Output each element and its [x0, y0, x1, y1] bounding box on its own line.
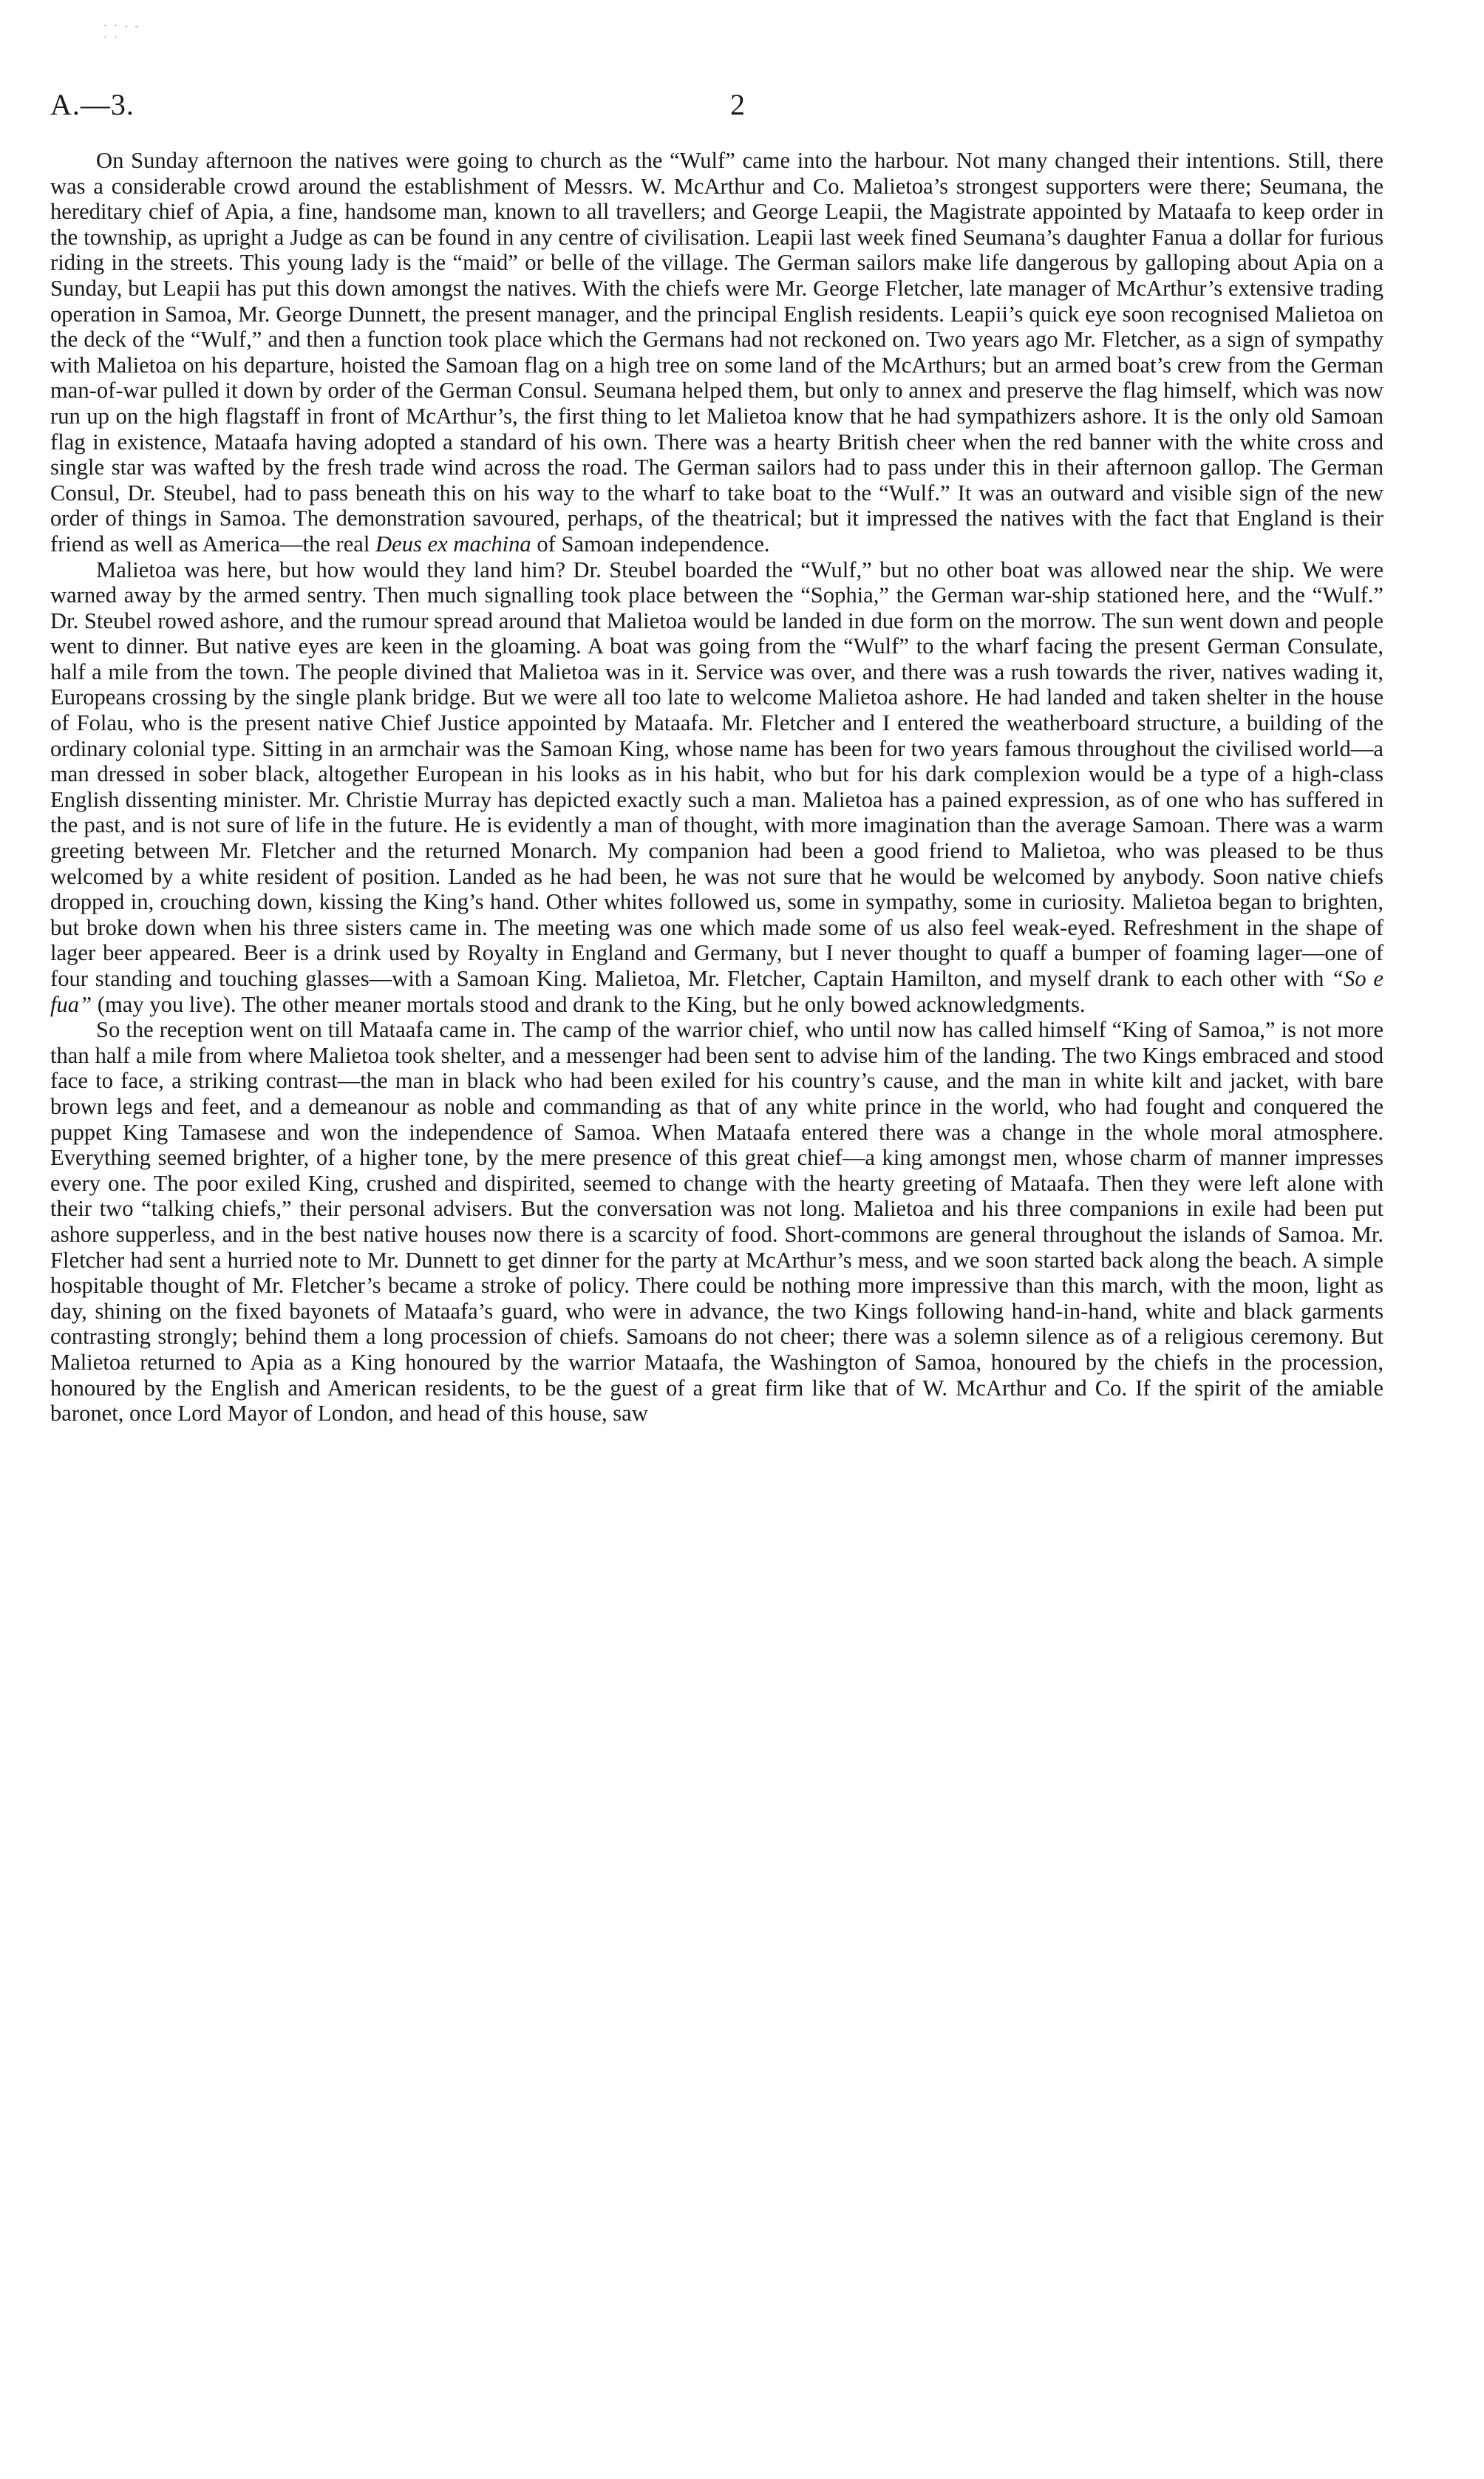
paragraph-2 [50, 557, 1383, 1018]
article-body [50, 148, 1383, 1426]
paragraph-1 [50, 148, 1383, 557]
paragraph-2-text-end: (may you live). The other meaner mortals stood and drank to the King, but he only bowed acknowledgments. [92, 991, 1086, 1017]
paragraph-2-italic-phrase: “So e fua” [50, 966, 1383, 1017]
paragraph-1-italic-phrase: Deus ex machina [375, 531, 531, 557]
paragraph-1-text: On Sunday afternoon the natives were going to church as the “Wulf” came into the harbour. Not many changed their intentions. Still, there was a considerable crowd around the establishment of Messrs. W. McArthur and Co. Malietoa’s strongest supporters were there; Seumana, the hereditary chief of Apia, a fine, handsome man, known to all travellers; and George Leapii, the Magistrate appointed by Mataafa to keep order in the township, as upright a Judge as can be found in any centre of civilisation. Leapii last week fined Seumana’s daughter Fanua a dollar for furious riding in the streets. This young lady is the “maid” or belle of the village. The German sailors make life dangerous by galloping about Apia on a Sunday, but Leapii has put this down amongst the natives. With the chiefs were Mr. George Fletcher, late manager of McArthur’s extensive trading operation in Samoa, Mr. George Dunnett, the present manager, and the principal English residents. Leapii’s quick eye soon recognised Malietoa on the deck of the “Wulf,” and then a function took place which the Germans had not reckoned on. Two years ago Mr. Fletcher, as a sign of sympathy with Malietoa on his departure, hoisted the Samoan flag on a high tree on some land of the McArthurs; but an armed boat’s crew from the German man-of-war pulled it down by order of the German Consul. Seumana helped them, but only to annex and preserve the flag himself, which was now run up on the high flagstaff in front of McArthur’s, the first thing to let Malietoa know that he had sympathizers ashore. It is the only old Samoan flag in existence, Mataafa having adopted a standard of his own. There was a hearty British cheer when the red banner with the white cross and single star was wafted by the fresh trade wind across the road. The German sailors had to pass under this in their afternoon gallop. The German Consul, Dr. Steubel, had to pass beneath this on his way to the wharf to take boat to the “Wulf.” It was an outward and visible sign of the new order of things in Samoa. The demonstration savoured, perhaps, of the theatrical; but it impressed the natives with the fact that England is their friend as well as America—the real [50, 148, 1383, 557]
page-number: 2 [730, 88, 745, 121]
paragraph-3 [50, 1017, 1383, 1426]
page-header [50, 87, 1454, 139]
paragraph-2-text: Malietoa was here, but how would they land him? Dr. Steubel boarded the “Wulf,” but no other boat was allowed near the ship. We were warned away by the armed sentry. Then much signalling took place between the “Sophia,” the German war-ship stationed here, and the “Wulf.” Dr. Steubel rowed ashore, and the rumour spread around that Malietoa would be landed in due form on the morrow. The sun went down and people went to dinner. But native eyes are keen in the gloaming. A boat was going from the “Wulf” to the wharf facing the present German Consulate, half a mile from the town. The people divined that Malietoa was in it. Service was over, and there was a rush towards the river, natives wading it, Europeans crossing by the single plank bridge. But we were all too late to welcome Malietoa ashore. He had landed and taken shelter in the house of Folau, who is the present native Chief Justice appointed by Mataafa. Mr. Fletcher and I entered the weatherboard structure, a building of the ordinary colonial type. Sitting in an armchair was the Samoan King, whose name has been for two years famous throughout the civilised world—a man dressed in sober black, altogether European in his looks as in his habit, who but for his dark complexion would be a type of a high-class English dissenting minister. Mr. Christie Murray has depicted exactly such a man. Malietoa has a pained expression, as of one who has suffered in the past, and is not sure of life in the future. He is evidently a man of thought, with more imagination than the average Samoan. There was a warm greeting between Mr. Fletcher and the returned Monarch. My companion had been a good friend to Malietoa, who was pleased to be thus welcomed by a white resident of position. Landed as he had been, he was not sure that he would be welcomed by anybody. Soon native chiefs dropped in, crouching down, kissing the King’s hand. Other whites followed us, some in sympathy, some in curiosity. Malietoa began to brighten, but broke down when his three sisters came in. The meeting was one which made some of us also feel weak-eyed. Refreshment in the shape of lager beer appeared. Beer is a drink used by Royalty in England and Germany, but I never thought to quaff a bumper of foaming lager—one of four standing and touching glasses—with a Samoan King. Malietoa, Mr. Fletcher, Captain Hamilton, and myself drank to each other with [50, 557, 1383, 991]
scan-speck-marks: · · - - · · [103, 21, 141, 44]
paragraph-1-text-end: of Samoan independence. [531, 531, 770, 557]
paragraph-3-text: So the reception went on till Mataafa came in. The camp of the warrior chief, who until now has called himself “King of Samoa,” is not more than half a mile from where Malietoa took shelter, and a messenger had been sent to advise him of the landing. The two Kings embraced and stood face to face, a striking contrast—the man in black who had been exiled for his country’s cause, and the man in white kilt and jacket, with bare brown legs and feet, and a demeanour as noble and commanding as that of any white prince in the world, who had fought and conquered the puppet King Tamasese and won the independence of Samoa. When Mataafa entered there was a change in the whole moral atmosphere. Everything seemed brighter, of a higher tone, by the mere presence of this great chief—a king amongst men, whose charm of manner impresses every one. The poor exiled King, crushed and dispirited, seemed to change with the hearty greeting of Mataafa. Then they were left alone with their two “talking chiefs,” their personal advisers. But the conversation was not long. Malietoa and his three companions in exile had been put ashore supperless, and in the best native houses now there is a scarcity of food. Short-commons are general throughout the islands of Samoa. Mr. Fletcher had sent a hurried note to Mr. Dunnett to get dinner for the party at McArthur’s mess, and we soon started back along the beach. A simple hospitable thought of Mr. Fletcher’s became a stroke of policy. There could be nothing more impressive than this march, with the moon, light as day, shining on the fixed bayonets of Mataafa’s guard, who were in advance, the two Kings following hand-in-hand, white and black garments contrasting strongly; behind them a long procession of chiefs. Samoans do not cheer; there was a solemn silence as of a religious ceremony. But Malietoa returned to Apia as a King honoured by the warrior Mataafa, the Washington of Samoa, honoured by the chiefs in the procession, honoured by the English and American residents, to be the guest of a great firm like that of W. McArthur and Co. If the spirit of the amiable baronet, once Lord Mayor of London, and head of this house, saw [50, 1017, 1383, 1426]
document-reference: A.—3. [50, 88, 135, 121]
